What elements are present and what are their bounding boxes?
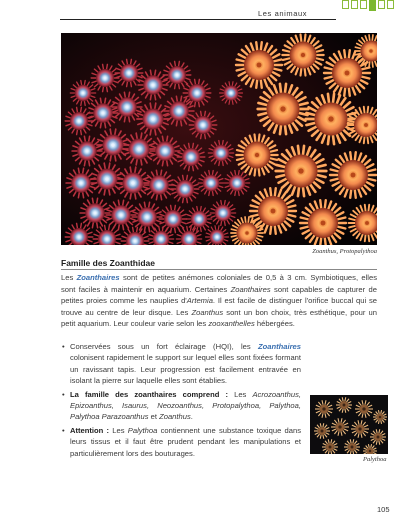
chapter-tab bbox=[378, 0, 385, 9]
bullet-item: • Attention : Les Palythoa contiennent une substance toxique dans leurs tissus et il faut être prudent pendant les manipulations et particulièrement lors des bouturages. bbox=[61, 425, 301, 459]
page-number: 105 bbox=[377, 505, 390, 514]
section-title: Famille des Zoanthidae bbox=[61, 258, 155, 268]
chapter-tab bbox=[387, 0, 394, 9]
chapter-tabs bbox=[340, 0, 400, 20]
header-rule bbox=[60, 19, 336, 20]
running-header-title: Les animaux bbox=[258, 9, 308, 18]
section-rule bbox=[61, 269, 377, 270]
chapter-tab-active bbox=[369, 0, 376, 11]
bullet-list bbox=[61, 341, 301, 461]
small-photo-caption: Palythoa bbox=[363, 456, 387, 463]
coral-polyp bbox=[349, 205, 377, 242]
main-coral-photo bbox=[61, 33, 377, 245]
chapter-tab bbox=[351, 0, 358, 9]
chapter-tab bbox=[360, 0, 367, 9]
palythoa-photo bbox=[310, 395, 388, 454]
intro-paragraph: Les Zoanthaires sont de petites anémones coloniales de 0,5 à 3 cm. Symbiotiques, elles sont faciles à maintenir en aquarium. Certaines Zoanthaires sont capables de capturer de petites proies comme les nauplies d'Artemia. Il est facile de distinguer l'orifice buccal qui se trouve au centre de leur disque. Les Zoanthus sont un bon choix, très esthétique, pour un petit aquarium. Leur couleur varie selon les zooxanthelles hébergées. bbox=[61, 273, 377, 328]
bullet-item: • Conservées sous un fort éclairage (HQI), les Zoanthaires colonisent rapidement le support sur lequel elles sont fixées formant un ravissant tapis. Leur progression est facilement entravée en isolant la pierre sur laquelle elles sont établies. bbox=[61, 341, 301, 387]
bullet-item: • La famille des zoanthaires comprend : Les Acrozoanthus, Epizoanthus, Isaurus, Neozoanthus, Protopalythoa, Palythoa, Palythoa Parazoanthus et Zoanthus. bbox=[61, 389, 301, 423]
chapter-tab bbox=[342, 0, 349, 9]
main-photo-caption: Zoanthus, Protopalythoa bbox=[312, 248, 377, 255]
